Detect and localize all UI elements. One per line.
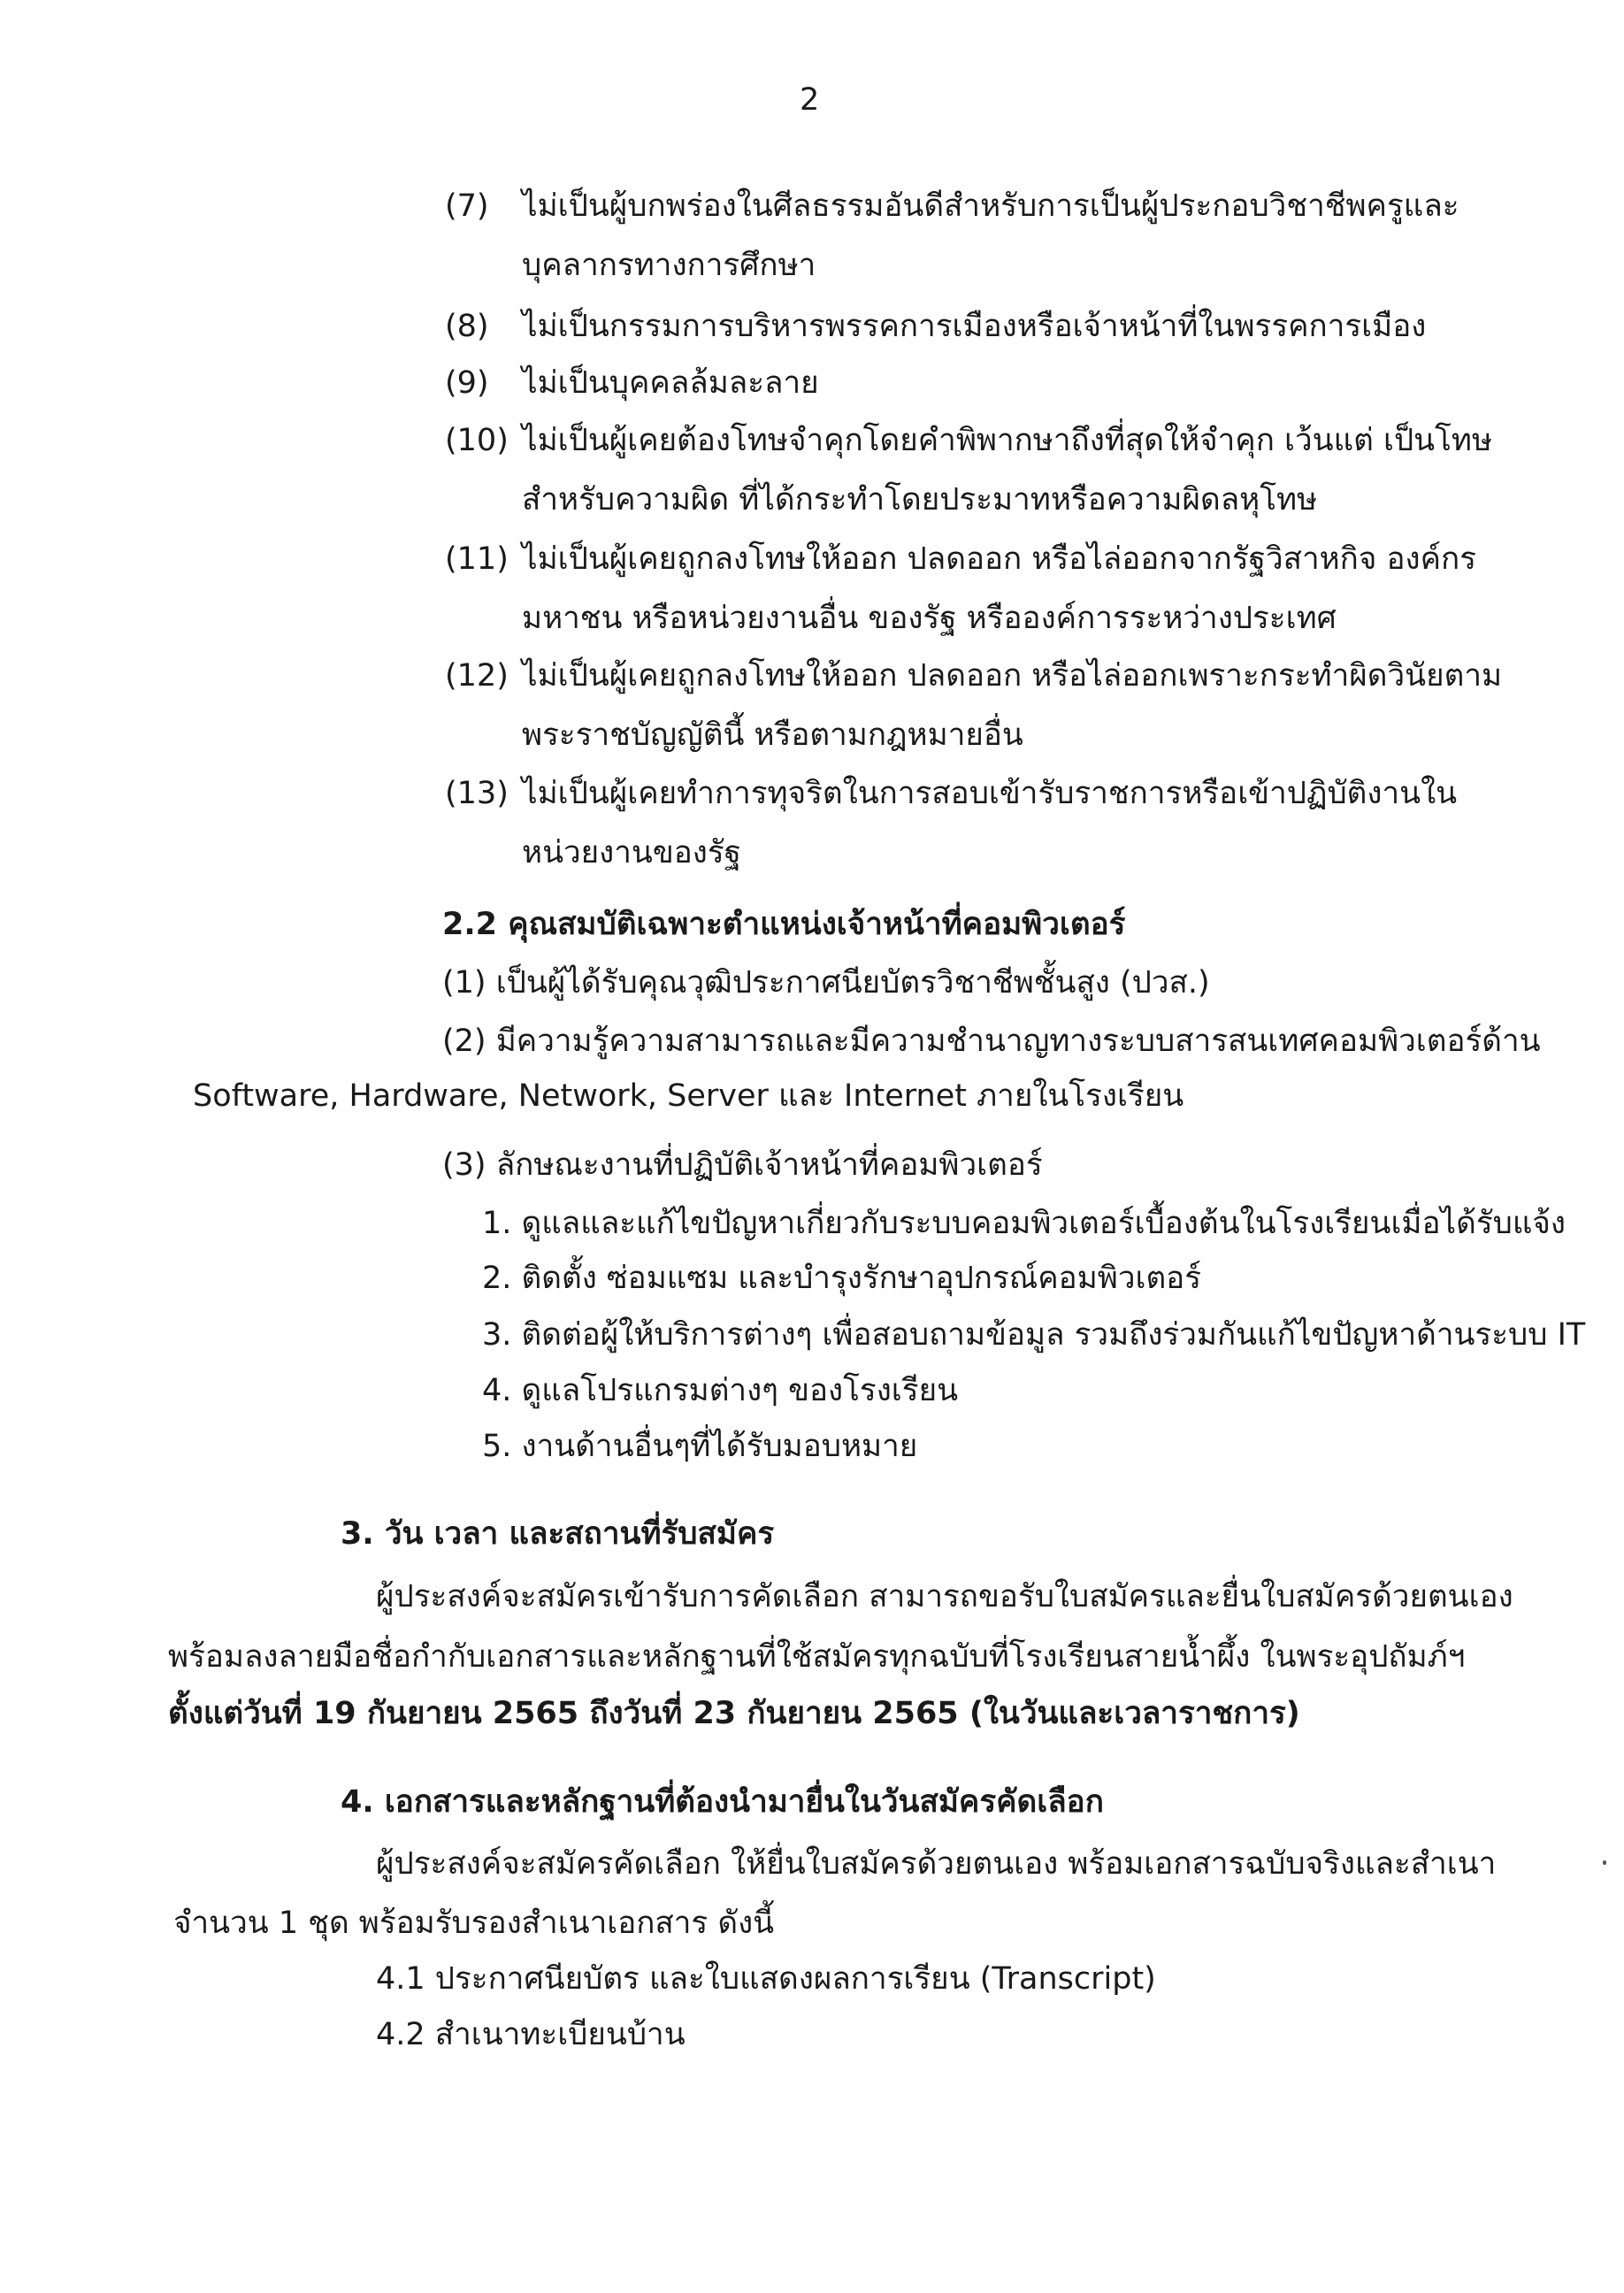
duty-item: 4. ดูแลโปรแกรมต่างๆ ของโรงเรียน	[482, 1373, 959, 1408]
list-number: (7)	[445, 188, 489, 224]
section-heading: 2.2 คุณสมบัติเฉพาะตำแหน่งเจ้าหน้าที่คอมพิวเตอร์	[442, 907, 1126, 942]
list-item-text: หน่วยงานของรัฐ	[522, 835, 741, 870]
list-item-text: ไม่เป็นผู้บกพร่องในศีลธรรมอันดีสำหรับการเป็นผู้ประกอบวิชาชีพครูและ	[522, 188, 1459, 224]
list-number: (11)	[445, 541, 509, 577]
paragraph-line: (1) เป็นผู้ได้รับคุณวุฒิประกาศนียบัตรวิชาชีพชั้นสูง (ปวส.)	[442, 965, 1210, 1001]
duty-item: 3. ติดต่อผู้ให้บริการต่างๆ เพื่อสอบถามข้อมูล รวมถึงร่วมกันแก้ไขปัญหาด้านระบบ IT	[482, 1317, 1586, 1353]
paragraph-line: ตั้งแต่วันที่ 19 กันยายน 2565 ถึงวันที่ 23 กันยายน 2565 (ในวันและเวลาราชการ)	[168, 1696, 1300, 1731]
paragraph-line: (2) มีความรู้ความสามารถและมีความชำนาญทางระบบสารสนเทศคอมพิวเตอร์ด้าน	[442, 1024, 1541, 1059]
duty-item: 5. งานด้านอื่นๆที่ได้รับมอบหมาย	[482, 1429, 918, 1464]
list-item-text: มหาชน หรือหน่วยงานอื่น ของรัฐ หรือองค์การระหว่างประเทศ	[522, 601, 1337, 636]
list-number: (12)	[445, 658, 509, 694]
section-heading: 4. เอกสารและหลักฐานที่ต้องนำมายื่นในวันสมัครคัดเลือก	[341, 1784, 1104, 1820]
list-item-text: บุคลากรทางการศึกษา	[522, 248, 816, 283]
paragraph-line: Software, Hardware, Network, Server และ Internet ภายในโรงเรียน	[193, 1078, 1184, 1114]
scan-speck	[1603, 1860, 1606, 1865]
duty-item: 2. ติดตั้ง ซ่อมแซม และบำรุงรักษาอุปกรณ์คอมพิวเตอร์	[482, 1261, 1201, 1296]
document-list-item: 4.2 สำเนาทะเบียนบ้าน	[376, 2017, 686, 2052]
paragraph-line: (3) ลักษณะงานที่ปฏิบัติเจ้าหน้าที่คอมพิวเตอร์	[442, 1147, 1043, 1183]
document-list-item: 4.1 ประกาศนียบัตร และใบแสดงผลการเรียน (Transcript)	[376, 1961, 1156, 1997]
paragraph-line: ผู้ประสงค์จะสมัครคัดเลือก ให้ยื่นใบสมัครด้วยตนเอง พร้อมเอกสารฉบับจริงและสำเนา	[376, 1846, 1497, 1882]
list-item-text: ไม่เป็นผู้เคยทำการทุจริตในการสอบเข้ารับราชการหรือเข้าปฏิบัติงานใน	[522, 776, 1458, 811]
paragraph-line: ผู้ประสงค์จะสมัครเข้ารับการคัดเลือก สามารถขอรับใบสมัครและยื่นใบสมัครด้วยตนเอง	[376, 1579, 1513, 1614]
section-heading: 3. วัน เวลา และสถานที่รับสมัคร	[341, 1516, 775, 1552]
paragraph-line: พร้อมลงลายมือชื่อกำกับเอกสารและหลักฐานที่ใช้สมัครทุกฉบับที่โรงเรียนสายน้ำผึ้ง ในพระอุปถัมภ์ฯ	[168, 1639, 1466, 1675]
list-item-text: ไม่เป็นผู้เคยถูกลงโทษให้ออก ปลดออก หรือไล่ออกเพราะกระทำผิดวินัยตาม	[522, 658, 1503, 694]
list-number: (10)	[445, 423, 509, 458]
list-item-text: ไม่เป็นกรรมการบริหารพรรคการเมืองหรือเจ้าหน้าที่ในพรรคการเมือง	[522, 309, 1427, 344]
duty-item: 1. ดูแลและแก้ไขปัญหาเกี่ยวกับระบบคอมพิวเตอร์เบื้องต้นในโรงเรียนเมื่อได้รับแจ้ง	[482, 1206, 1566, 1241]
list-number: (13)	[445, 776, 509, 811]
page-number: 2	[800, 82, 820, 118]
list-number: (8)	[445, 309, 489, 344]
list-item-text: สำหรับความผิด ที่ได้กระทำโดยประมาทหรือความผิดลหุโทษ	[522, 482, 1318, 518]
list-item-text: ไม่เป็นผู้เคยต้องโทษจำคุกโดยคำพิพากษาถึงที่สุดให้จำคุก เว้นแต่ เป็นโทษ	[522, 423, 1493, 458]
paragraph-line: จำนวน 1 ชุด พร้อมรับรองสำเนาเอกสาร ดังนี้	[173, 1906, 775, 1941]
list-item-text: ไม่เป็นบุคคลล้มละลาย	[522, 365, 819, 401]
list-item-text: พระราชบัญญัตินี้ หรือตามกฎหมายอื่น	[522, 717, 1023, 753]
list-number: (9)	[445, 365, 489, 401]
list-item-text: ไม่เป็นผู้เคยถูกลงโทษให้ออก ปลดออก หรือไล่ออกจากรัฐวิสาหกิจ องค์กร	[522, 541, 1477, 577]
